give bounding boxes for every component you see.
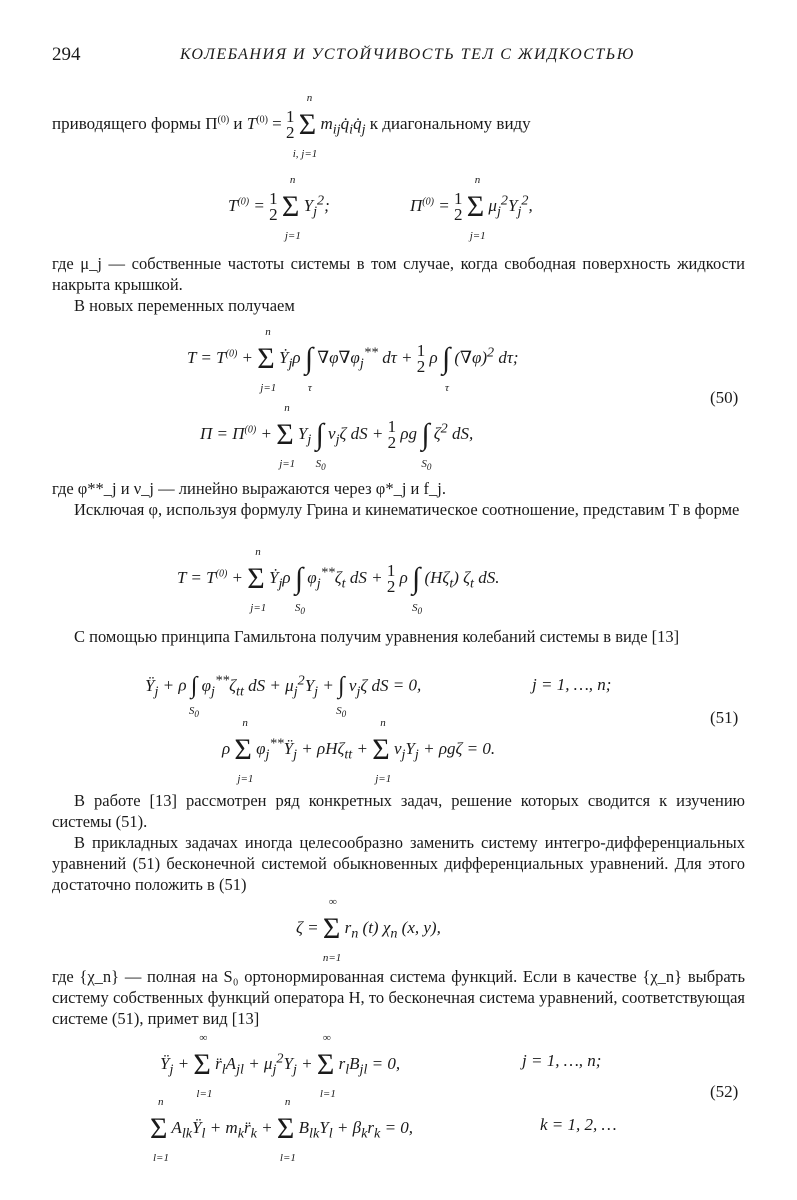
equation-T-form: $T = T^{(0)} + \Sigma$ n j=1 Ẏ$_j$ρ ∫ $S_0$ $\varphi_j^{**}\zeta_t$ dS + 1 2 ρ ∫ $S_0$ $(H\zeta_t)$ $\zeta_t$ dS. [177, 546, 500, 617]
paragraph-new-variables: В новых переменных получаем [74, 296, 295, 315]
equation-diag-P: $П^{(0)} = 1$ 2 Σ n j=1 $\mu_j^2Y_j^2$, [410, 174, 533, 242]
paragraph-applied: В прикладных задачах иногда целесообразно заменить систему интегро-дифференциальных уравнений (51) бесконечной системой обыкновенных дифференциальных уравнений. Для этого достаточно положить в (51) [52, 833, 745, 894]
paragraph-hamilton: С помощью принципа Гамильтона получим уравнения колебаний системы в виде [13] [74, 627, 680, 646]
intro-line: приводящего формы $П^{(0)}$ и $T^{(0)} = 1$ 2 Σ n i, j=1 $m_{ij}q̇_iq̇_j$ к диагональному виду [52, 92, 531, 160]
equation-50-T: $T = T^{(0)} + \Sigma$ n j=1 Ẏ$_j$ρ ∫ τ $\nabla\varphi\nabla\varphi_j^{**}$ dτ + 1 2 ρ ∫ τ $(\nabla\varphi)^2$ dτ; [187, 326, 519, 394]
equation-51-a-range: j = 1, …, n; [532, 675, 612, 694]
paragraph-work: В работе [13] рассмотрен ряд конкретных задач, решение которых сводится к изучению системы (51). [52, 791, 745, 831]
equation-51-a: $Ÿ_j + \rho$ ∫ $S_0$ $\varphi_j^{**}\zeta_{tt}$ dS + $\mu_j^2Y_j$ + ∫ $S_0$ $\nu_j\zeta$ dS = 0, [145, 672, 422, 720]
paragraph-exclude: Исключая φ, используя формулу Грина и кинематическое соотношение, представим T в форме [74, 500, 740, 519]
equation-52-b: Σ n l=1 $A_{lk}Ÿ_l$ + $m_kr̈_k + \Sigma$ n l=1 $B_{lk}Y_l + \beta_kr_k = 0$, [150, 1096, 414, 1164]
equation-expansion: ζ = Σ ∞ n=1 $r_n$ (t) $\chi_n$ (x, y), [296, 896, 441, 964]
paragraph-frequencies: где μ_j — собственные частоты системы в том случае, когда свободная поверхность жидкости накрыта крышкой. [52, 254, 745, 294]
page-number: 294 [52, 44, 81, 65]
page-header [52, 44, 745, 74]
running-title: КОЛЕБАНИЯ И УСТОЙЧИВОСТЬ ТЕЛ С ЖИДКОСТЬЮ [180, 46, 635, 63]
equation-number-51: (51) [710, 708, 739, 727]
equation-51-b: ρ Σ n j=1 $\varphi_j^{**}Ÿ_j + \rho H\zeta_{tt} + \Sigma$ n j=1 $\nu_jY_j + \rho g\zeta = 0$. [222, 717, 496, 785]
equation-52-a: $Ÿ_j + \Sigma$ ∞ l=1 $r̈_lA_{jl} + \mu_j^2Y_j + \Sigma$ ∞ l=1 $r_lB_{jl} = 0$, [160, 1032, 401, 1100]
equation-number-50: (50) [710, 388, 739, 407]
equation-number-52: (52) [710, 1082, 739, 1101]
paragraph-linear: где φ**_j и ν_j — линейно выражаются через φ*_j и f_j. [52, 479, 446, 498]
equation-52-a-range: j = 1, …, n; [522, 1051, 602, 1070]
equation-52-b-range: k = 1, 2, … [540, 1115, 617, 1134]
equation-diag-T: $T^{(0)} = 1$ 2 Σ n j=1 $Y_j^2$; [228, 174, 330, 242]
paragraph-complete: где {χ_n} — полная на S₀ ортонормированная система функций. Если в качестве {χ_n} выбрать систему собственных функций оператора H, то бесконечная система уравнений, соответствующая системе (51), примет вид [13] [52, 967, 745, 1028]
equation-50-P: $П = П^{(0)} + \Sigma$ n j=1 $Y_j$ ∫ $S_0$ $\nu_j\zeta$ dS + 1 2 ρg ∫ $S_0$ $\zeta^2$ dS, [200, 402, 474, 473]
